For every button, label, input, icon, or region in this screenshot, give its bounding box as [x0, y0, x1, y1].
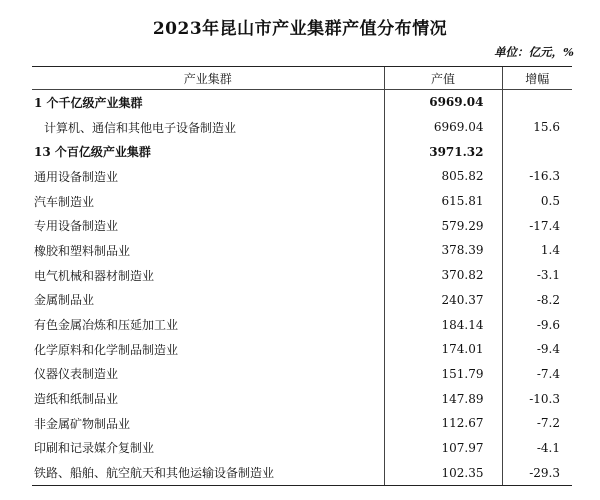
cell-cluster-name: 铁路、船舶、航空航天和其他运输设备制造业 [32, 460, 384, 485]
cell-cluster-name: 印刷和记录媒介复制业 [34, 441, 155, 456]
cell-cluster-name: 非金属矿物制品业 [34, 416, 131, 431]
cell-growth-rate: -7.2 [502, 411, 572, 436]
cell-output-value: 805.82 [384, 164, 502, 189]
table-row [32, 238, 572, 263]
table-row [32, 263, 572, 288]
cell-output-value: 102.35 [384, 460, 502, 485]
cell-output-value: 579.29 [384, 213, 502, 238]
table-row [32, 288, 572, 313]
column-header-change: 增幅 [502, 67, 572, 90]
table-header-row [32, 67, 572, 90]
cell-cluster-name: 有色金属冶炼和压延加工业 [34, 318, 179, 333]
cell-cluster-name: 通用设备制造业 [34, 169, 119, 184]
cell-cluster-name: 化学原料和化学制品制造业 [34, 342, 179, 357]
column-header-cluster: 产业集群 [32, 67, 384, 90]
table-row [32, 213, 572, 238]
cell-cluster-name: 汽车制造业 [34, 194, 95, 209]
cell-output-value: 240.37 [384, 288, 502, 313]
cell-growth-rate: -10.3 [502, 386, 572, 411]
cell-growth-rate: -9.4 [502, 337, 572, 362]
cell-growth-rate: -16.3 [502, 164, 572, 189]
table-row [32, 436, 572, 461]
table-row [32, 115, 572, 140]
cell-output-value: 3971.32 [384, 139, 502, 164]
cell-cluster-name: 专用设备制造业 [34, 219, 119, 234]
cell-growth-rate: -7.4 [502, 362, 572, 387]
cell-growth-rate: -29.3 [502, 460, 572, 485]
cell-cluster-name: 橡胶和塑料制品业 [34, 243, 131, 258]
cell-growth-rate [502, 139, 572, 164]
cell-output-value: 107.97 [384, 436, 502, 461]
cell-cluster-name: 1 个千亿级产业集群 [34, 95, 143, 110]
cell-output-value: 174.01 [384, 337, 502, 362]
cell-growth-rate: 0.5 [502, 189, 572, 214]
table-row [32, 164, 572, 189]
unit-note: 单位：亿元，% [494, 45, 574, 59]
cell-growth-rate: -8.2 [502, 288, 572, 313]
cell-growth-rate: -4.1 [502, 436, 572, 461]
cell-growth-rate [502, 90, 572, 115]
table-row [32, 460, 572, 485]
cell-cluster-name: 电气机械和器材制造业 [34, 268, 155, 283]
cell-growth-rate: 15.6 [502, 115, 572, 140]
cell-output-value: 112.67 [384, 411, 502, 436]
cell-output-value: 6969.04 [384, 115, 502, 140]
table-row [32, 337, 572, 362]
table-row [32, 139, 572, 164]
cluster-table [32, 66, 572, 486]
table-row [32, 386, 572, 411]
cell-cluster-name: 金属制品业 [34, 293, 95, 308]
table-row [32, 189, 572, 214]
cell-growth-rate: -3.1 [502, 263, 572, 288]
table-row [32, 312, 572, 337]
cell-cluster-name: 仪器仪表制造业 [34, 367, 119, 382]
cell-growth-rate: 1.4 [502, 238, 572, 263]
table-row [32, 411, 572, 436]
table-row [32, 90, 572, 115]
cell-output-value: 378.39 [384, 238, 502, 263]
cell-growth-rate: -17.4 [502, 213, 572, 238]
page-title: 2023年昆山市产业集群产值分布情况 [152, 19, 448, 39]
cell-output-value: 370.82 [384, 263, 502, 288]
table-row [32, 362, 572, 387]
cell-output-value: 615.81 [384, 189, 502, 214]
cell-cluster-name: 13 个百亿级产业集群 [34, 145, 151, 160]
cell-growth-rate: -9.6 [502, 312, 572, 337]
cell-output-value: 151.79 [384, 362, 502, 387]
cell-output-value: 184.14 [384, 312, 502, 337]
cell-output-value: 147.89 [384, 386, 502, 411]
table-body [32, 90, 572, 486]
cell-output-value: 6969.04 [384, 90, 502, 115]
cell-cluster-name: 计算机、通信和其他电子设备制造业 [44, 120, 237, 135]
cell-cluster-name: 造纸和纸制品业 [34, 392, 119, 407]
column-header-value: 产值 [384, 67, 502, 90]
